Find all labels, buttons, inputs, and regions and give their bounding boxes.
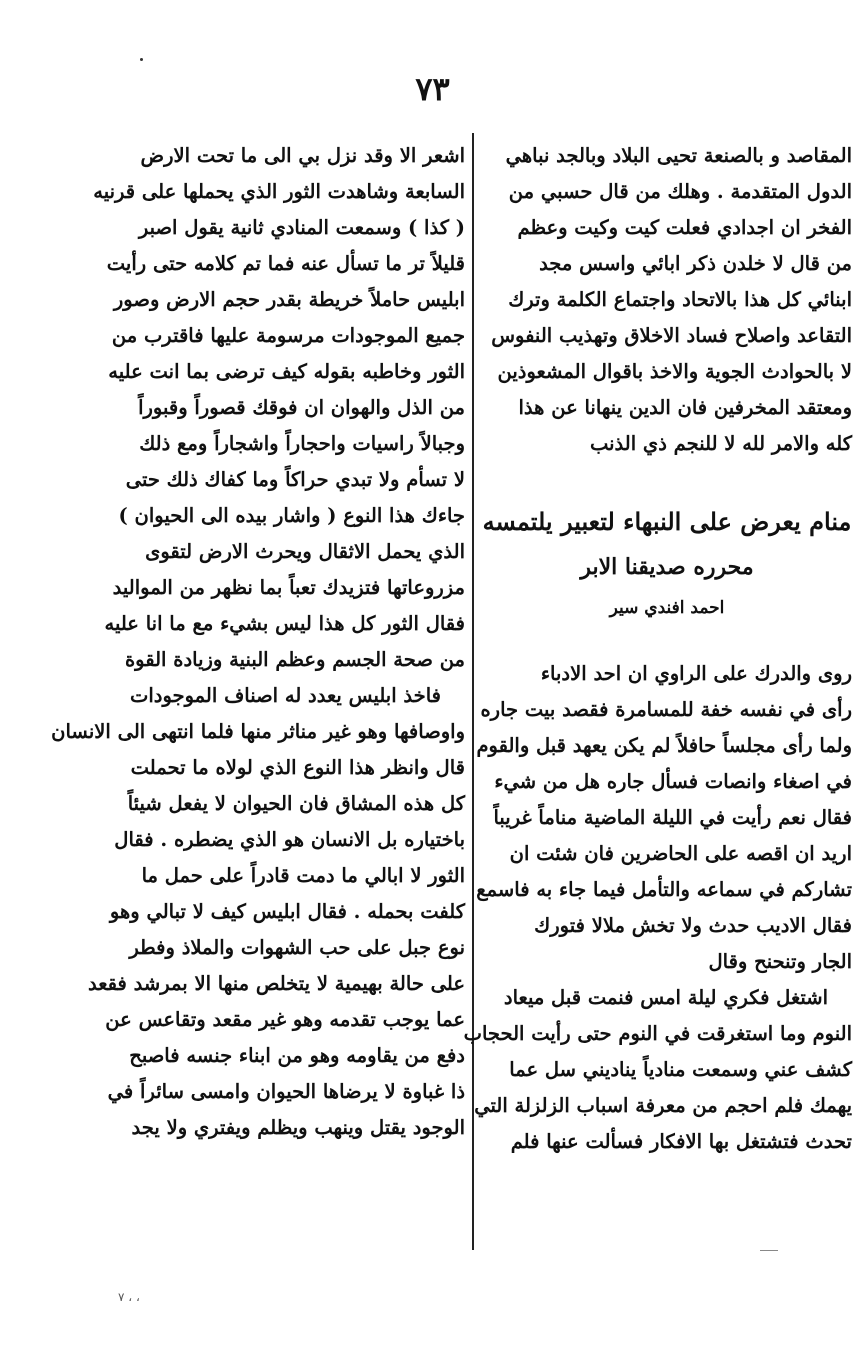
text-line: جميع الموجودات مرسومة عليها فاقترب من bbox=[111, 324, 465, 347]
text-line: لا بالحوادث الجوية والاخذ باقوال المشعوذين bbox=[497, 360, 852, 383]
text-line: عما يوجب تقدمه وهو غير مقعد وتقاعس عن bbox=[105, 1008, 465, 1031]
author-name: احمد افندي سير bbox=[609, 598, 725, 618]
text-line: فقال الاديب حدث ولا تخش ملالا فتورك bbox=[534, 914, 852, 937]
text-line: الدول المتقدمة . وهلك من قال حسبي من bbox=[508, 180, 852, 203]
text-line: باختياره بل الانسان هو الذي يضطره . فقال bbox=[114, 828, 465, 851]
text-line: اشعر الا وقد نزل بي الى ما تحت الارض bbox=[140, 144, 465, 167]
article-heading: منام يعرض على النبهاء لتعبير يلتمسه bbox=[482, 507, 852, 536]
text-line: المقاصد و بالصنعة تحيى البلاد وبالجد نباهي bbox=[505, 144, 852, 167]
text-line: الثور لا ابالي ما دمت قادراً على حمل ما bbox=[141, 864, 465, 887]
text-line: كل هذه المشاق فان الحيوان لا يفعل شيئاً bbox=[127, 792, 465, 815]
text-line: فقال الثور كل هذا ليس بشيء مع ما انا عليه bbox=[104, 612, 465, 635]
section-gap bbox=[482, 628, 852, 656]
text-line: نوع جبل على حب الشهوات والملاذ وفطر bbox=[129, 936, 465, 959]
text-line: وجبالاً راسيات واحجاراً واشجاراً ومع ذلك bbox=[139, 432, 465, 455]
text-line: النوم وما استغرقت في النوم حتى رأيت الحجاب bbox=[463, 1022, 852, 1045]
text-line: كله والامر لله لا للنجم ذي الذنب bbox=[589, 432, 852, 455]
text-line: فاخذ ابليس يعدد له اصناف الموجودات bbox=[129, 684, 441, 707]
text-line: دفع من يقاومه وهو من ابناء جنسه فاصبح bbox=[129, 1044, 465, 1067]
ink-speck bbox=[140, 58, 143, 61]
text-line: تحدث فتشتغل بها الافكار فسألت عنها فلم bbox=[510, 1130, 852, 1153]
text-line: في اصغاء وانصات فسأل جاره هل من شيء bbox=[494, 770, 852, 793]
text-line: من صحة الجسم وعظم البنية وزيادة القوة bbox=[124, 648, 465, 671]
text-line: فقال نعم رأيت في الليلة الماضية مناماً غريباً bbox=[493, 806, 852, 829]
text-line: ولما رأى مجلساً حافلاً لم يكن يعهد قبل والقوم bbox=[476, 734, 852, 757]
text-line: مزروعاتها فتزيدك تعباً بما نظهر من المواليد bbox=[112, 576, 465, 599]
text-line: ذا غباوة لا يرضاها الحيوان وامسى سائراً في bbox=[107, 1080, 465, 1103]
text-line: اشتغل فكري ليلة امس فنمت قبل ميعاد bbox=[503, 986, 828, 1009]
text-line: كلفت بحمله . فقال ابليس كيف لا تبالي وهو bbox=[109, 900, 465, 923]
text-line: ابنائي كل هذا بالاتحاد واجتماع الكلمة وترك bbox=[508, 288, 852, 311]
text-line: ومعتقد المخرفين فان الدين ينهانا عن هذا bbox=[518, 396, 852, 419]
text-line: ابليس حاملاً خريطة بقدر حجم الارض وصور bbox=[113, 288, 465, 311]
text-line: اريد ان اقصه على الحاضرين فان شئت ان bbox=[509, 842, 852, 865]
text-line: تشاركم في سماعه والتأمل فيما جاء به فاسمع bbox=[476, 878, 852, 901]
text-line: كشف عني وسمعت منادياً يناديني سل عما bbox=[509, 1058, 852, 1081]
text-line: ( كذا ) وسمعت المنادي ثانية يقول اصبر bbox=[138, 216, 465, 239]
text-line: الوجود يقتل وينهب ويظلم ويفتري ولا يجد bbox=[131, 1116, 465, 1139]
text-line: على حالة بهيمية لا يتخلص منها الا بمرشد فقعد bbox=[88, 972, 465, 995]
text-line: الثور وخاطبه بقوله كيف ترضى بما انت عليه bbox=[108, 360, 465, 383]
text-line: قال وانظر هذا النوع الذي لولاه ما تحملت bbox=[130, 756, 465, 779]
text-line: روى والدرك على الراوي ان احد الادباء bbox=[540, 662, 852, 685]
article-byline: محرره صديقنا الابر bbox=[580, 554, 754, 580]
text-line: يهمك فلم احجم من معرفة اسباب الزلزلة التي bbox=[474, 1094, 852, 1117]
text-line: واوصافها وهو غير مناثر منها فلما انتهى الى الانسان bbox=[51, 720, 465, 743]
left-column bbox=[51, 138, 465, 1146]
text-line: من الذل والهوان ان فوقك قصوراً وقبوراً bbox=[138, 396, 465, 419]
text-line: قليلاً تر ما تسأل عنه فما تم كلامه حتى رأيت bbox=[106, 252, 465, 275]
text-line: الجار وتنحنح وقال bbox=[708, 950, 852, 973]
text-line: الفخر ان اجدادي فعلت كيت وكيت وعظم bbox=[517, 216, 852, 239]
column-divider bbox=[472, 133, 474, 1250]
footer-marks: ، ، ٧ bbox=[118, 1290, 140, 1304]
footer-rule bbox=[760, 1250, 778, 1251]
text-line: رأى في نفسه خفة للمسامرة فقصد بيت جاره bbox=[480, 698, 852, 721]
page-number: ٧٣ bbox=[415, 70, 450, 108]
text-line: من قال لا خلدن ذكر ابائي واسس مجد bbox=[539, 252, 852, 275]
text-line: جاءك هذا النوع ( واشار بيده الى الحيوان ) bbox=[118, 504, 465, 527]
text-line: السابعة وشاهدت الثور الذي يحملها على قرنيه bbox=[93, 180, 465, 203]
text-line: لا تسأم ولا تبدي حراكاً وما كفاك ذلك حتى bbox=[125, 468, 465, 491]
right-column bbox=[463, 138, 852, 1160]
text-line: التقاعد واصلاح فساد الاخلاق وتهذيب النفوس bbox=[491, 324, 852, 347]
section-gap bbox=[482, 462, 852, 498]
text-line: الذي يحمل الاثقال ويحرث الارض لتقوى bbox=[145, 540, 465, 563]
